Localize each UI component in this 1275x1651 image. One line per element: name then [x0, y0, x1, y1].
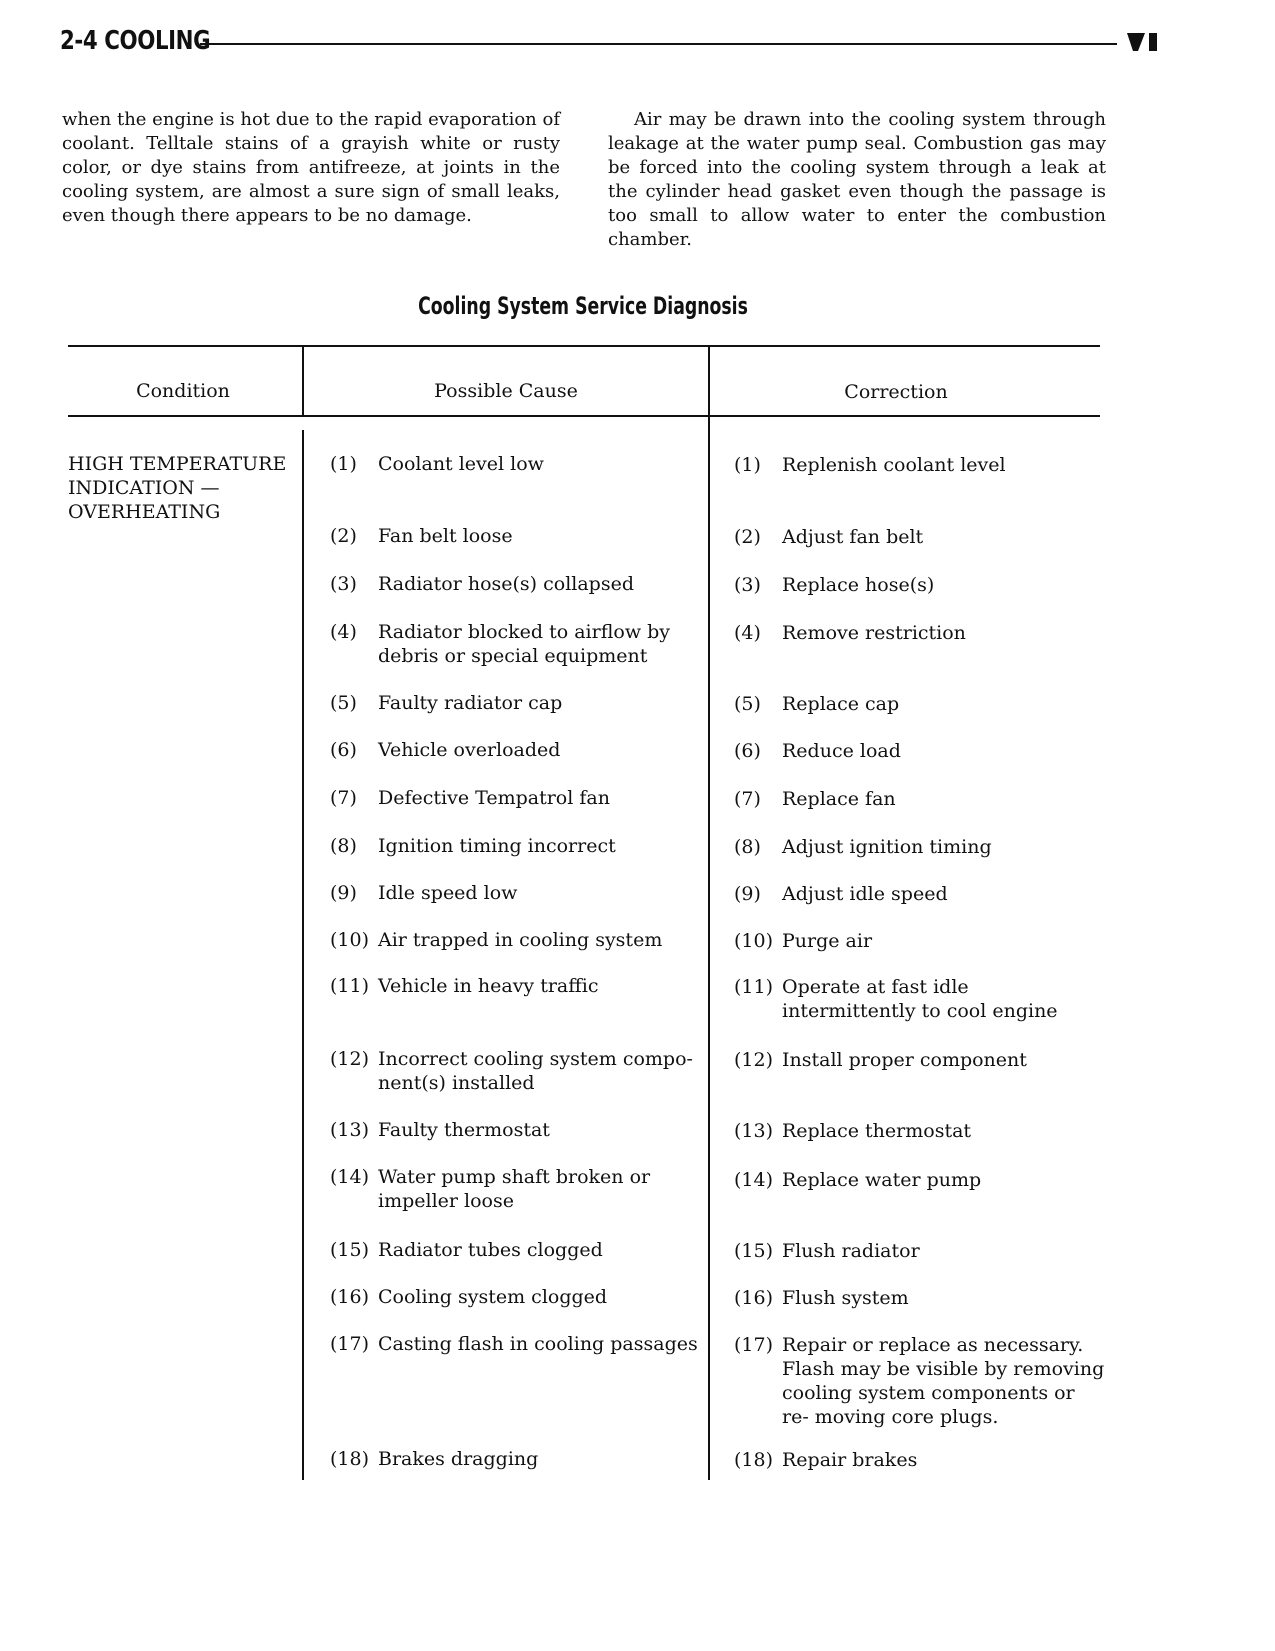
correction-text: Replace thermostat [782, 1120, 972, 1142]
header-condition: Condition [136, 380, 230, 402]
correction-number: (2) [734, 526, 761, 548]
table-top-rule [68, 345, 1100, 347]
correction-text: Flush radiator [782, 1240, 920, 1262]
cause-text: Idle speed low [378, 882, 518, 904]
correction-number: (6) [734, 740, 761, 762]
cause-text: Ignition timing incorrect [378, 835, 616, 857]
correction-text: Purge air [782, 930, 873, 952]
section-title: 2-4 COOLING [60, 26, 211, 56]
cause-number: (18) [330, 1448, 370, 1470]
cause-number: (3) [330, 573, 357, 595]
correction-text: Adjust fan belt [782, 526, 924, 548]
cause-number: (4) [330, 621, 357, 643]
cause-text: Air trapped in cooling system [378, 929, 663, 951]
correction-number: (16) [734, 1287, 774, 1309]
cause-text: Coolant level low [378, 453, 544, 475]
cause-number: (7) [330, 787, 357, 809]
correction-text: Replace fan [782, 788, 896, 810]
correction-text: Repair brakes [782, 1449, 918, 1471]
correction-number: (5) [734, 693, 761, 715]
correction-number: (17) [734, 1334, 774, 1356]
correction-text: Replace cap [782, 693, 900, 715]
correction-number: (18) [734, 1449, 774, 1471]
cause-text: Vehicle in heavy traffic [378, 975, 599, 997]
correction-number: (7) [734, 788, 761, 810]
cause-text: Vehicle overloaded [378, 739, 561, 761]
cause-text: Radiator blocked to airflow by debris or special equipment [378, 621, 671, 667]
correction-text: Replace hose(s) [782, 574, 935, 596]
cause-number: (13) [330, 1119, 370, 1141]
correction-number: (11) [734, 976, 774, 998]
table-title-text: Cooling System Service Diagnosis [418, 292, 748, 320]
cause-number: (14) [330, 1166, 370, 1188]
correction-text: Operate at fast idle intermittently to cool engine [782, 976, 1058, 1022]
correction-text: Install proper component [782, 1049, 1027, 1071]
header-correction: Correction [844, 381, 948, 403]
cause-number: (16) [330, 1286, 370, 1308]
cause-text: Cooling system clogged [378, 1286, 608, 1308]
correction-text: Flush system [782, 1287, 909, 1309]
correction-number: (13) [734, 1120, 774, 1142]
header-possible-cause: Possible Cause [434, 380, 578, 402]
correction-text: Reduce load [782, 740, 901, 762]
column-divider-right [708, 345, 710, 1480]
cause-text: Casting flash in cooling passages [378, 1333, 698, 1355]
intro-right-paragraph: Air may be drawn into the cooling system through leakage at the water pump seal. Combustion gas may be forced into the cooling system through a leak at the cylinder head gasket even though the passage is too small to allow water to enter the combustion chamber. [608, 109, 1106, 250]
correction-number: (8) [734, 836, 761, 858]
cause-number: (15) [330, 1239, 370, 1261]
correction-number: (4) [734, 622, 761, 644]
cause-number: (17) [330, 1333, 370, 1355]
correction-text: Adjust ignition timing [782, 836, 992, 858]
cause-text: Faulty thermostat [378, 1119, 550, 1141]
correction-text: Replace water pump [782, 1169, 982, 1191]
intro-left-paragraph: when the engine is hot due to the rapid evaporation of coolant. Telltale stains of a grayish white or rusty color, or dye stains from antifreeze, at joints in the cooling system, are almost a sure sign of small leaks, even though there appears to be no damage. [62, 109, 560, 226]
correction-number: (10) [734, 930, 774, 952]
cause-number: (1) [330, 453, 357, 475]
correction-number: (9) [734, 883, 761, 905]
correction-number: (3) [734, 574, 761, 596]
column-divider-left [302, 430, 304, 1480]
correction-number: (12) [734, 1049, 774, 1071]
correction-text: Adjust idle speed [782, 883, 948, 905]
cause-text: Incorrect cooling system compo- nent(s) installed [378, 1048, 693, 1094]
cause-number: (11) [330, 975, 370, 997]
correction-number: (14) [734, 1169, 774, 1191]
correction-number: (1) [734, 454, 761, 476]
cause-text: Defective Tempatrol fan [378, 787, 610, 809]
cause-text: Radiator hose(s) collapsed [378, 573, 634, 595]
cause-number: (9) [330, 882, 357, 904]
cause-number: (8) [330, 835, 357, 857]
correction-number: (15) [734, 1240, 774, 1262]
header-bottom-rule [68, 415, 1100, 417]
cause-text: Brakes dragging [378, 1448, 539, 1470]
cause-text: Faulty radiator cap [378, 692, 563, 714]
cause-text: Radiator tubes clogged [378, 1239, 603, 1261]
cause-number: (2) [330, 525, 357, 547]
cause-number: (6) [330, 739, 357, 761]
cause-text: Fan belt loose [378, 525, 513, 547]
cause-text: Water pump shaft broken or impeller loose [378, 1166, 651, 1212]
correction-text: Remove restriction [782, 622, 966, 644]
cause-number: (10) [330, 929, 370, 951]
cause-number: (5) [330, 692, 357, 714]
condition-cell: HIGH TEMPERATURE INDICATION — OVERHEATING [68, 453, 287, 523]
cause-number: (12) [330, 1048, 370, 1070]
correction-text: Repair or replace as necessary. Flash may be visible by removing cooling system components or re- moving core plugs. [782, 1334, 1105, 1428]
correction-text: Replenish coolant level [782, 454, 1006, 476]
